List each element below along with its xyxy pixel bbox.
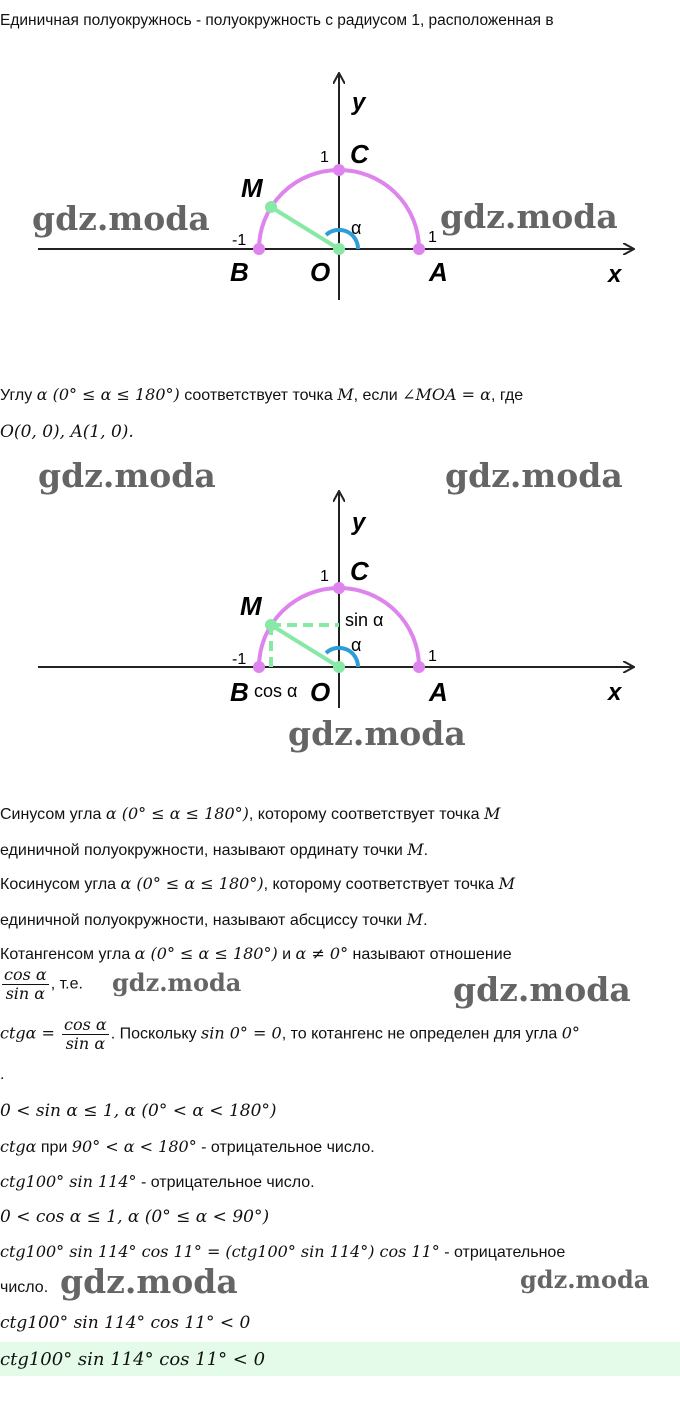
line-result: ctg100° sin 114° cos 11° < 0 (0, 1313, 251, 1333)
point-m (265, 619, 277, 631)
watermark: gdz.moda (520, 1265, 650, 1294)
cotangent-formula: ctgα = $\frac{\text{cos α}}{\text{sin α}}$ . Поскольку sin 0° = 0, то котангенс не определен для угла 0° (0, 1015, 580, 1053)
line-sin-range: 0 < sin α ≤ 1, α (0° < α < 180°) (0, 1101, 277, 1121)
paragraph-angle-point: Углу α (0° ≤ α ≤ 180°) соответствует точка M, если ∠MOA = α, где (0, 385, 524, 404)
point-c (333, 582, 345, 594)
label-a: A (429, 677, 448, 707)
line-answer: ctg100° sin 114° cos 11° < 0 (0, 1349, 266, 1370)
watermark: gdz.moda (288, 714, 466, 753)
point-b (253, 243, 265, 255)
label-x: x (608, 261, 622, 288)
label-sin: sin α (345, 610, 384, 630)
radius-om (271, 625, 339, 667)
label-m: M (241, 173, 263, 203)
point-m (265, 201, 277, 213)
watermark: gdz.moda (38, 456, 216, 495)
label-o: O (310, 257, 331, 287)
definition-sine-line2: единичной полуокружности, называют ординату точки M. (0, 840, 429, 859)
unit-semicircle-diagram-1 (0, 60, 680, 310)
watermark: gdz.moda (445, 456, 623, 495)
definition-sine: Синусом угла α (0° ≤ α ≤ 180°), которому соответствует точка M (0, 804, 501, 823)
label-y: y (352, 89, 366, 116)
label-one-right: 1 (428, 229, 437, 246)
label-one-right: 1 (428, 648, 437, 665)
point-o (333, 243, 345, 255)
point-b (253, 661, 265, 673)
label-minus-one: -1 (232, 232, 247, 249)
label-b: B (230, 257, 249, 287)
watermark: gdz.moda (60, 1262, 238, 1301)
cotangent-formula-end: . (0, 1066, 5, 1083)
label-one-top: 1 (320, 149, 329, 166)
radius-om (271, 207, 339, 249)
watermark: gdz.moda (112, 968, 242, 997)
definition-cotangent-fraction: $\frac{\text{cos α}}{\text{sin α}}$ , т.е. (4, 965, 83, 1003)
paragraph-angle-point-coords: O(0, 0), A(1, 0). (0, 422, 134, 442)
point-o (333, 661, 345, 673)
label-c: C (350, 556, 369, 586)
line-product-end: число. (0, 1279, 49, 1296)
definition-cosine: Косинусом угла α (0° ≤ α ≤ 180°), которому соответствует точка M (0, 874, 515, 893)
watermark: gdz.moda (453, 970, 631, 1009)
point-a (413, 243, 425, 255)
label-o: O (310, 677, 331, 707)
point-a (413, 661, 425, 673)
label-a: A (429, 257, 448, 287)
unit-semicircle-diagram-2 (0, 478, 680, 718)
label-b: B (230, 677, 249, 707)
label-c: C (350, 139, 369, 169)
intro-text: Единичная полуокружнось - полуокружность с радиусом 1, расположенная в (0, 12, 554, 29)
point-c (333, 164, 345, 176)
label-minus-one: -1 (232, 651, 247, 668)
label-alpha: α (351, 218, 362, 238)
label-y: y (352, 509, 366, 536)
label-one-top: 1 (320, 568, 329, 585)
definition-cotangent: Котангенсом угла α (0° ≤ α ≤ 180°) и α ≠ 0° называют отношение (0, 944, 512, 963)
line-product: ctg100° sin 114° cos 11° = (ctg100° sin 114°) cos 11° - отрицательное (0, 1242, 566, 1261)
line-ctg-negative: ctgα при 90° < α < 180° - отрицательное число. (0, 1137, 375, 1156)
watermark: gdz.moda (32, 199, 210, 238)
watermark: gdz.moda (440, 197, 618, 236)
line-ctg-sin-negative: ctg100° sin 114° - отрицательное число. (0, 1172, 315, 1191)
definition-cosine-line2: единичной полуокружности, называют абсциссу точки M. (0, 910, 428, 929)
label-cos: cos α (254, 681, 298, 701)
label-alpha: α (351, 635, 362, 655)
label-x: x (608, 679, 622, 706)
line-cos-range: 0 < cos α ≤ 1, α (0° ≤ α < 90°) (0, 1207, 270, 1227)
label-m: M (240, 591, 262, 621)
